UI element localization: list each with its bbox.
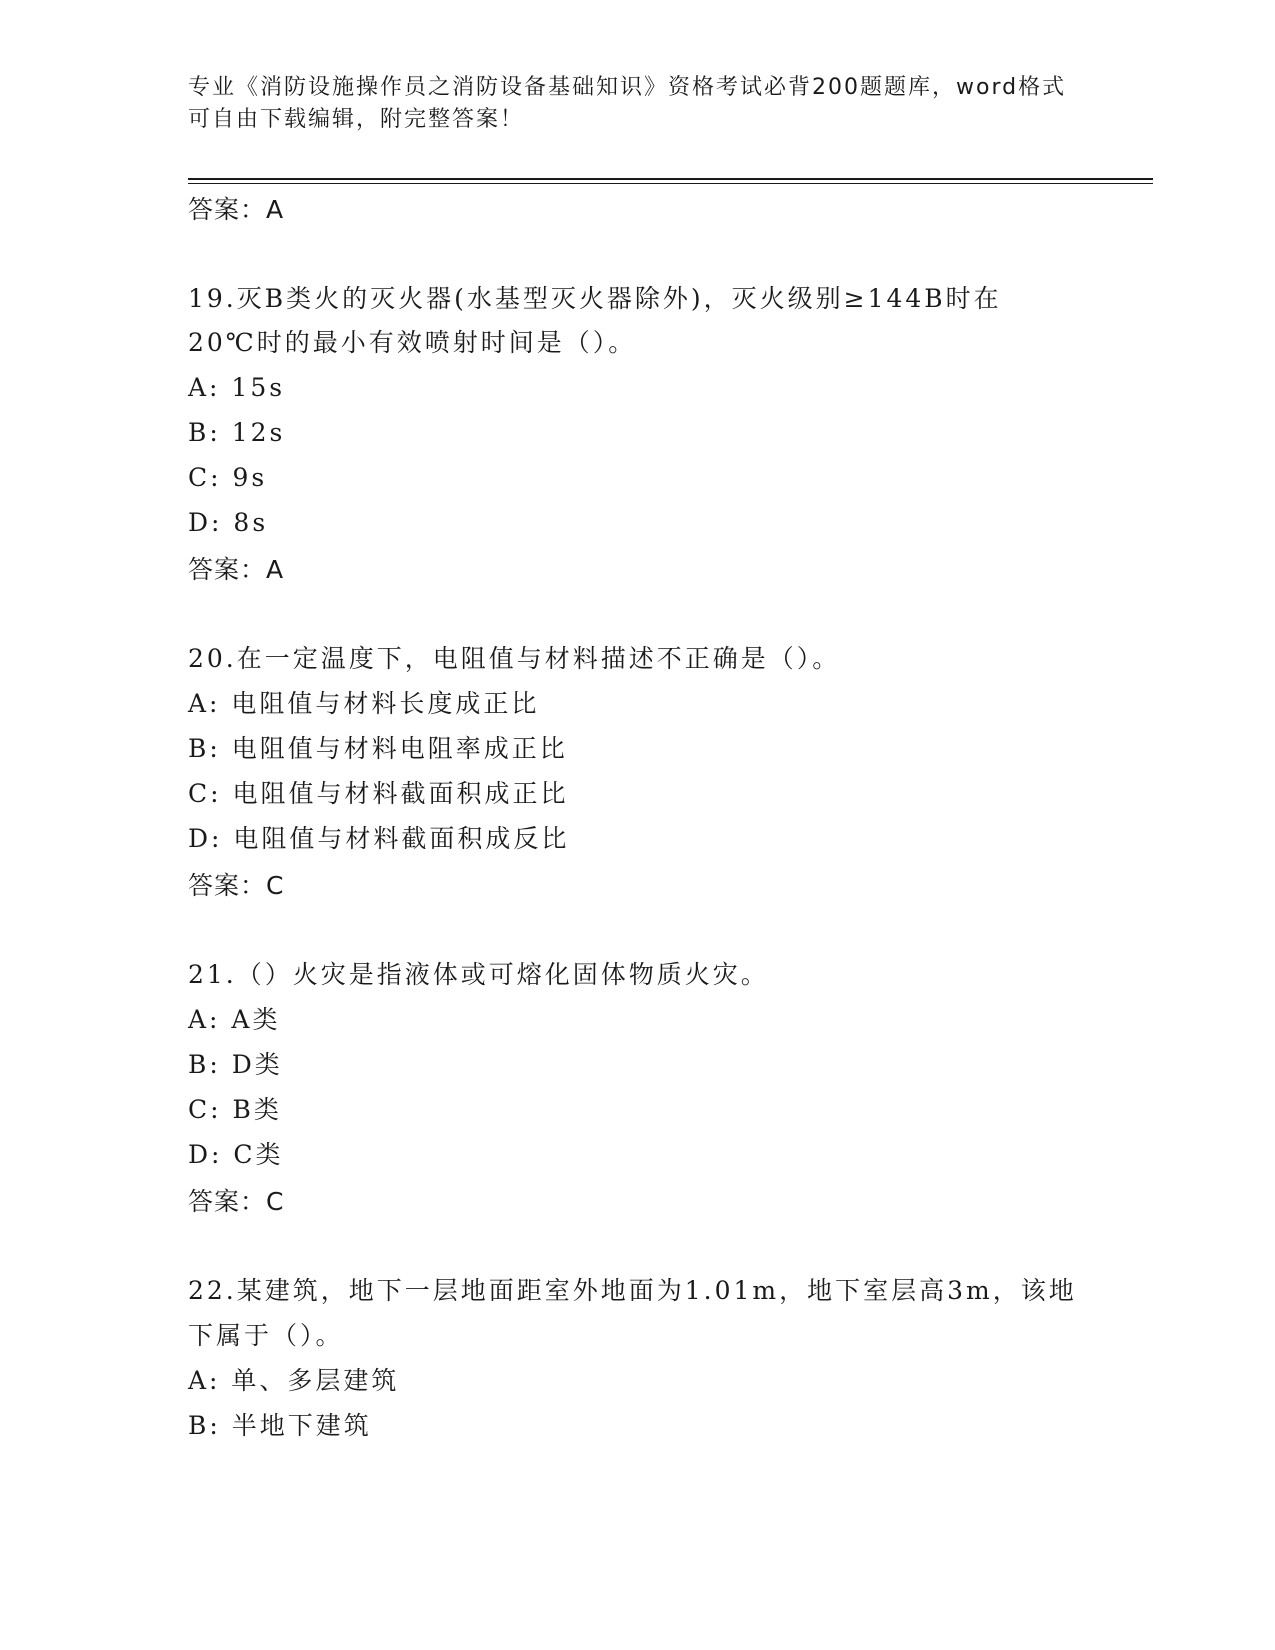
option-b: B: 半地下建筑 (188, 1411, 372, 1440)
question-stem: 20.在一定温度下，电阻值与材料描述不正确是（）。 (188, 644, 841, 673)
option-b: B: D类 (188, 1050, 283, 1079)
answer-line: 答案：A (188, 555, 285, 584)
option-b: B: 12s (188, 418, 286, 447)
header-divider-thick (188, 178, 1153, 180)
option-a: A: 电阻值与材料长度成正比 (188, 689, 540, 718)
option-a: A: 单、多层建筑 (188, 1366, 400, 1395)
option-b: B: 电阻值与材料电阻率成正比 (188, 734, 568, 763)
answer-line: 答案：C (188, 1187, 285, 1216)
option-a: A: A类 (188, 1005, 281, 1034)
option-d: D: 电阻值与材料截面积成反比 (188, 824, 570, 853)
question-stem: 22.某建筑，地下一层地面距室外地面为1.01m，地下室层高3m，该地 (188, 1276, 1077, 1305)
option-c: C: 电阻值与材料截面积成正比 (188, 779, 569, 808)
question-stem: 下属于（）。 (188, 1321, 344, 1350)
option-d: D: 8s (188, 508, 269, 537)
question-stem: 21.（）火灾是指液体或可熔化固体物质火灾。 (188, 960, 769, 989)
question-stem: 19.灭B类火的灭火器(水基型灭火器除外)，灭火级别≥144B时在 (188, 284, 1002, 313)
option-d: D: C类 (188, 1140, 284, 1169)
answer-line: 答案：C (188, 871, 285, 900)
question-stem: 20℃时的最小有效喷射时间是（）。 (188, 328, 637, 357)
header-divider-thin (188, 183, 1153, 184)
answer-line: 答案：A (188, 195, 285, 224)
option-c: C: B类 (188, 1095, 282, 1124)
option-a: A: 15s (188, 373, 286, 402)
document-header: 专业《消防设施操作员之消防设备基础知识》资格考试必背200题题库，word格式可自由下载编辑，附完整答案！ (188, 75, 1067, 132)
option-c: C: 9s (188, 463, 268, 492)
